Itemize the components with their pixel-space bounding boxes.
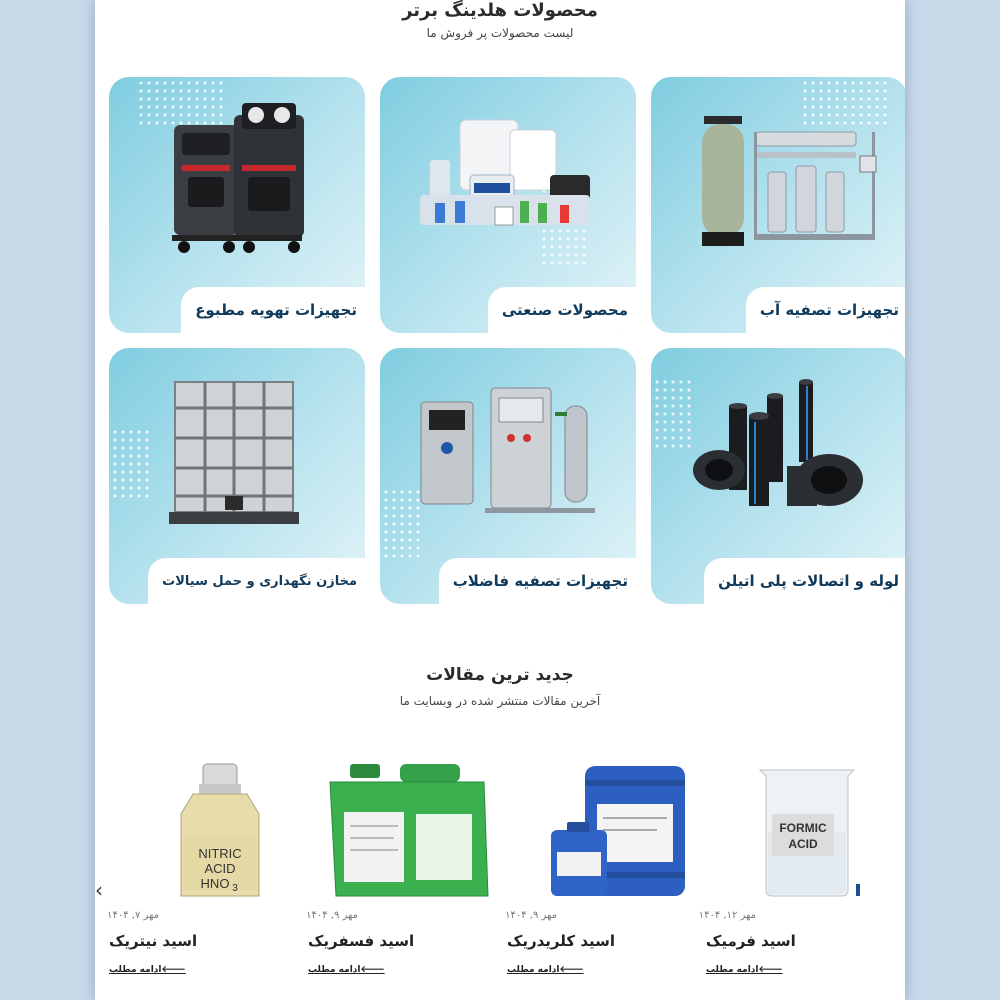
phosphoric-acid-image bbox=[308, 762, 496, 900]
article-card-phosphoric[interactable] bbox=[308, 762, 496, 1000]
read-more-link[interactable] bbox=[308, 964, 385, 975]
product-label: لوله و اتصالات پلی اتیلن bbox=[704, 558, 905, 604]
ibc-tank-image bbox=[169, 378, 299, 528]
read-more-label: ادامه مطلب bbox=[706, 965, 759, 975]
read-more-label: ادامه مطلب bbox=[109, 965, 162, 975]
thumb-text: HNO bbox=[200, 876, 230, 891]
nitric-acid-image bbox=[109, 762, 297, 900]
wastewater-equipment-image bbox=[415, 382, 605, 527]
arrow-left-icon: 🡐 bbox=[758, 965, 783, 975]
thumb-text: NITRIC bbox=[198, 846, 242, 861]
products-title: محصولات هلدینگ برتر bbox=[402, 0, 598, 21]
hvac-machines-image bbox=[164, 95, 314, 260]
thumb-text: ACID bbox=[788, 837, 818, 851]
arrow-left-icon: 🡐 bbox=[161, 965, 186, 975]
product-card-hvac[interactable] bbox=[109, 77, 365, 333]
read-more-link[interactable] bbox=[706, 964, 783, 975]
product-label: مخازن نگهداری و حمل سیالات bbox=[148, 558, 365, 604]
dots-decoration bbox=[111, 428, 151, 498]
thumb-text: 3 bbox=[232, 883, 238, 894]
read-more-label: ادامه مطلب bbox=[507, 965, 560, 975]
arrow-left-icon: 🡐 bbox=[559, 965, 584, 975]
products-subtitle: لیست محصولات پر فروش ما bbox=[426, 26, 574, 40]
industrial-products-image bbox=[410, 115, 600, 240]
article-title[interactable]: اسید فرمیک bbox=[706, 932, 796, 950]
product-card-industrial[interactable] bbox=[380, 77, 636, 333]
dots-decoration bbox=[653, 378, 693, 448]
product-card-wastewater[interactable] bbox=[380, 348, 636, 604]
article-title[interactable]: اسید کلریدریک bbox=[507, 932, 616, 950]
chevron-left-icon[interactable]: ‹ bbox=[95, 878, 103, 902]
article-date: مهر ۹, ۱۴۰۴ bbox=[505, 910, 557, 921]
product-label: تجهیزات تصفیه آب bbox=[746, 287, 905, 333]
thumb-text: FORMIC bbox=[779, 821, 827, 835]
articles-title: جدید ترین مقالات bbox=[426, 665, 574, 685]
product-label: محصولات صنعتی bbox=[488, 287, 636, 333]
product-card-storage-tanks[interactable] bbox=[109, 348, 365, 604]
article-date: مهر ۹, ۱۴۰۴ bbox=[306, 910, 358, 921]
arrow-left-icon: 🡐 bbox=[360, 965, 385, 975]
product-card-pe-pipes[interactable] bbox=[651, 348, 905, 604]
article-card-nitric[interactable] bbox=[109, 762, 297, 1000]
article-title[interactable]: اسید فسفریک bbox=[308, 932, 415, 950]
article-card-formic[interactable] bbox=[698, 762, 894, 1000]
read-more-link[interactable] bbox=[109, 964, 186, 975]
article-card-hydrochloric[interactable] bbox=[507, 762, 695, 1000]
hydrochloric-acid-image bbox=[507, 762, 695, 900]
product-label: تجهیزات تهویه مطبوع bbox=[181, 287, 365, 333]
read-more-label: ادامه مطلب bbox=[308, 965, 361, 975]
thumb-text: ACID bbox=[204, 861, 236, 876]
pe-pipes-image bbox=[689, 376, 869, 526]
page bbox=[95, 0, 905, 1000]
article-date: مهر ۷, ۱۴۰۴ bbox=[107, 910, 159, 921]
formic-acid-image bbox=[706, 762, 894, 900]
article-date: مهر ۱۲, ۱۴۰۴ bbox=[698, 910, 756, 921]
article-title[interactable]: اسید نیتریک bbox=[109, 932, 198, 950]
articles-subtitle: آخرین مقالات منتشر شده در وبسایت ما bbox=[399, 694, 601, 708]
read-more-link[interactable] bbox=[507, 964, 584, 975]
water-treatment-image bbox=[696, 102, 886, 252]
product-label: تجهیزات تصفیه فاضلاب bbox=[439, 558, 636, 604]
product-card-water-treatment[interactable] bbox=[651, 77, 905, 333]
